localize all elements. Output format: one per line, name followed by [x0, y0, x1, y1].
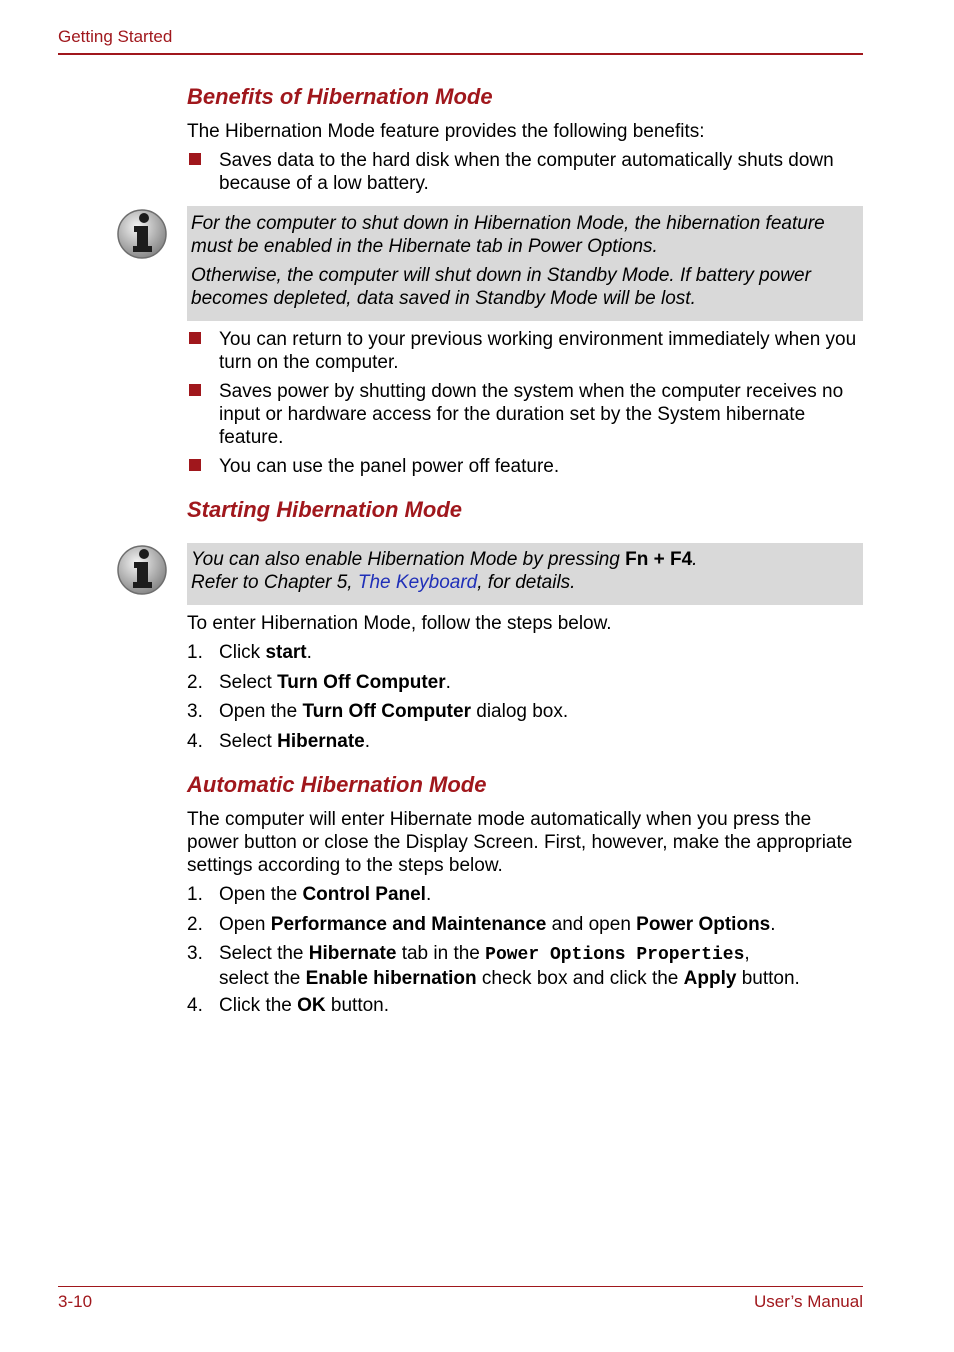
keyboard-chapter-link[interactable]: The Keyboard	[357, 572, 478, 593]
bullet-text: Saves power by shutting down the system when the computer receives no input or hardware access for the duration set by the System hibernate feature.	[219, 381, 844, 448]
note-hibernation-enable	[187, 206, 863, 321]
hotkey-label: Fn + F4	[625, 549, 693, 570]
footer-rule	[58, 1286, 863, 1287]
manual-title: User’s Manual	[754, 1292, 863, 1311]
note-text: For the computer to shut down in Hibernation Mode, the hibernation feature must be enabled in the Hibernate tab in Power Options.	[191, 213, 825, 257]
bullet-square-icon	[189, 384, 201, 396]
dialog-name: Power Options Properties	[485, 945, 745, 965]
bullet-square-icon	[189, 153, 201, 165]
automatic-intro: The computer will enter Hibernate mode automatically when you press the power button or close the Display Screen. First, however, make the appropriate settings according to the steps below.	[187, 809, 853, 876]
benefits-intro: The Hibernation Mode feature provides the following benefits:	[187, 121, 705, 142]
bullet-square-icon	[189, 332, 201, 344]
bullet-square-icon	[189, 459, 201, 471]
heading-starting: Starting Hibernation Mode	[187, 497, 462, 522]
header-rule	[58, 53, 863, 55]
bullet-text: You can return to your previous working environment immediately when you turn on the computer.	[219, 329, 857, 373]
info-icon	[116, 543, 168, 595]
running-header: Getting Started	[58, 27, 173, 46]
note-text: Refer to Chapter 5, The Keyboard, for details.	[191, 572, 576, 593]
page-number: 3-10	[58, 1292, 93, 1311]
info-icon	[116, 207, 168, 259]
bullet-text: You can use the panel power off feature.	[219, 456, 560, 477]
note-hotkey	[187, 543, 863, 605]
starting-intro: To enter Hibernation Mode, follow the steps below.	[187, 613, 612, 634]
note-text: You can also enable Hibernation Mode by pressing Fn + F4.	[191, 549, 698, 570]
note-text: Otherwise, the computer will shut down in Standby Mode. If battery power becomes depleted, data saved in Standby Mode will be lost.	[191, 265, 811, 309]
bullet-text: Saves data to the hard disk when the computer automatically shuts down because of a low battery.	[219, 150, 834, 194]
heading-automatic: Automatic Hibernation Mode	[187, 772, 487, 797]
heading-benefits: Benefits of Hibernation Mode	[187, 84, 493, 109]
